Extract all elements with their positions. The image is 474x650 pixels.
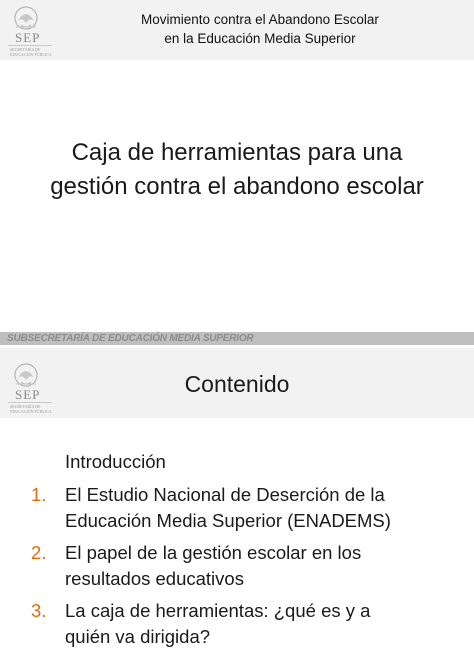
list-item-line2: resultados educativos xyxy=(65,568,244,589)
list-item-text xyxy=(65,540,465,592)
list-item-text xyxy=(65,482,465,534)
list-item-number: 2. xyxy=(31,542,47,563)
logo-label: SEP xyxy=(15,30,41,45)
header-title xyxy=(110,10,410,48)
header-title-line2: en la Educación Media Superior xyxy=(164,31,356,46)
footer-text: SUBSECRETARÍA DE EDUCACIÓN MEDIA SUPERIOR xyxy=(7,333,254,344)
logo-caption-line1: SECRETARÍA DE xyxy=(10,404,41,409)
slide-header xyxy=(0,348,474,418)
logo-label: SEP xyxy=(15,387,41,402)
list-item-line2: Educación Media Superior (ENADEMS) xyxy=(65,510,391,531)
list-item-line1: El papel de la gestión escolar en los xyxy=(65,542,362,563)
slide-title-line1: Caja de herramientas para una xyxy=(71,139,403,166)
list-item-text xyxy=(65,598,465,650)
slide-header xyxy=(0,0,474,60)
header-title-line1: Movimiento contra el Abandono Escolar xyxy=(141,12,379,27)
list-item-line1: El Estudio Nacional de Deserción de la xyxy=(65,484,385,505)
list-item-line1: La caja de herramientas: ¿qué es y a xyxy=(65,600,371,621)
footer-band xyxy=(0,332,474,345)
contents-slide xyxy=(0,348,474,647)
sep-logo xyxy=(4,3,56,59)
list-item-line2: quién va dirigida? xyxy=(65,626,211,647)
list-item-number: 1. xyxy=(31,484,47,505)
logo-caption-line2: EDUCACIÓN PÚBLICA xyxy=(10,52,52,57)
list-item-number: 3. xyxy=(31,600,47,621)
logo-caption-line2: EDUCACIÓN PÚBLICA xyxy=(10,409,52,414)
logo-caption-line1: SECRETARÍA DE xyxy=(10,47,41,52)
slide-title xyxy=(20,136,454,204)
slide-title-line2: gestión contra el abandono escolar xyxy=(50,173,424,200)
contents-intro: Introducción xyxy=(65,451,166,472)
slide-title: Contenido xyxy=(184,371,290,397)
